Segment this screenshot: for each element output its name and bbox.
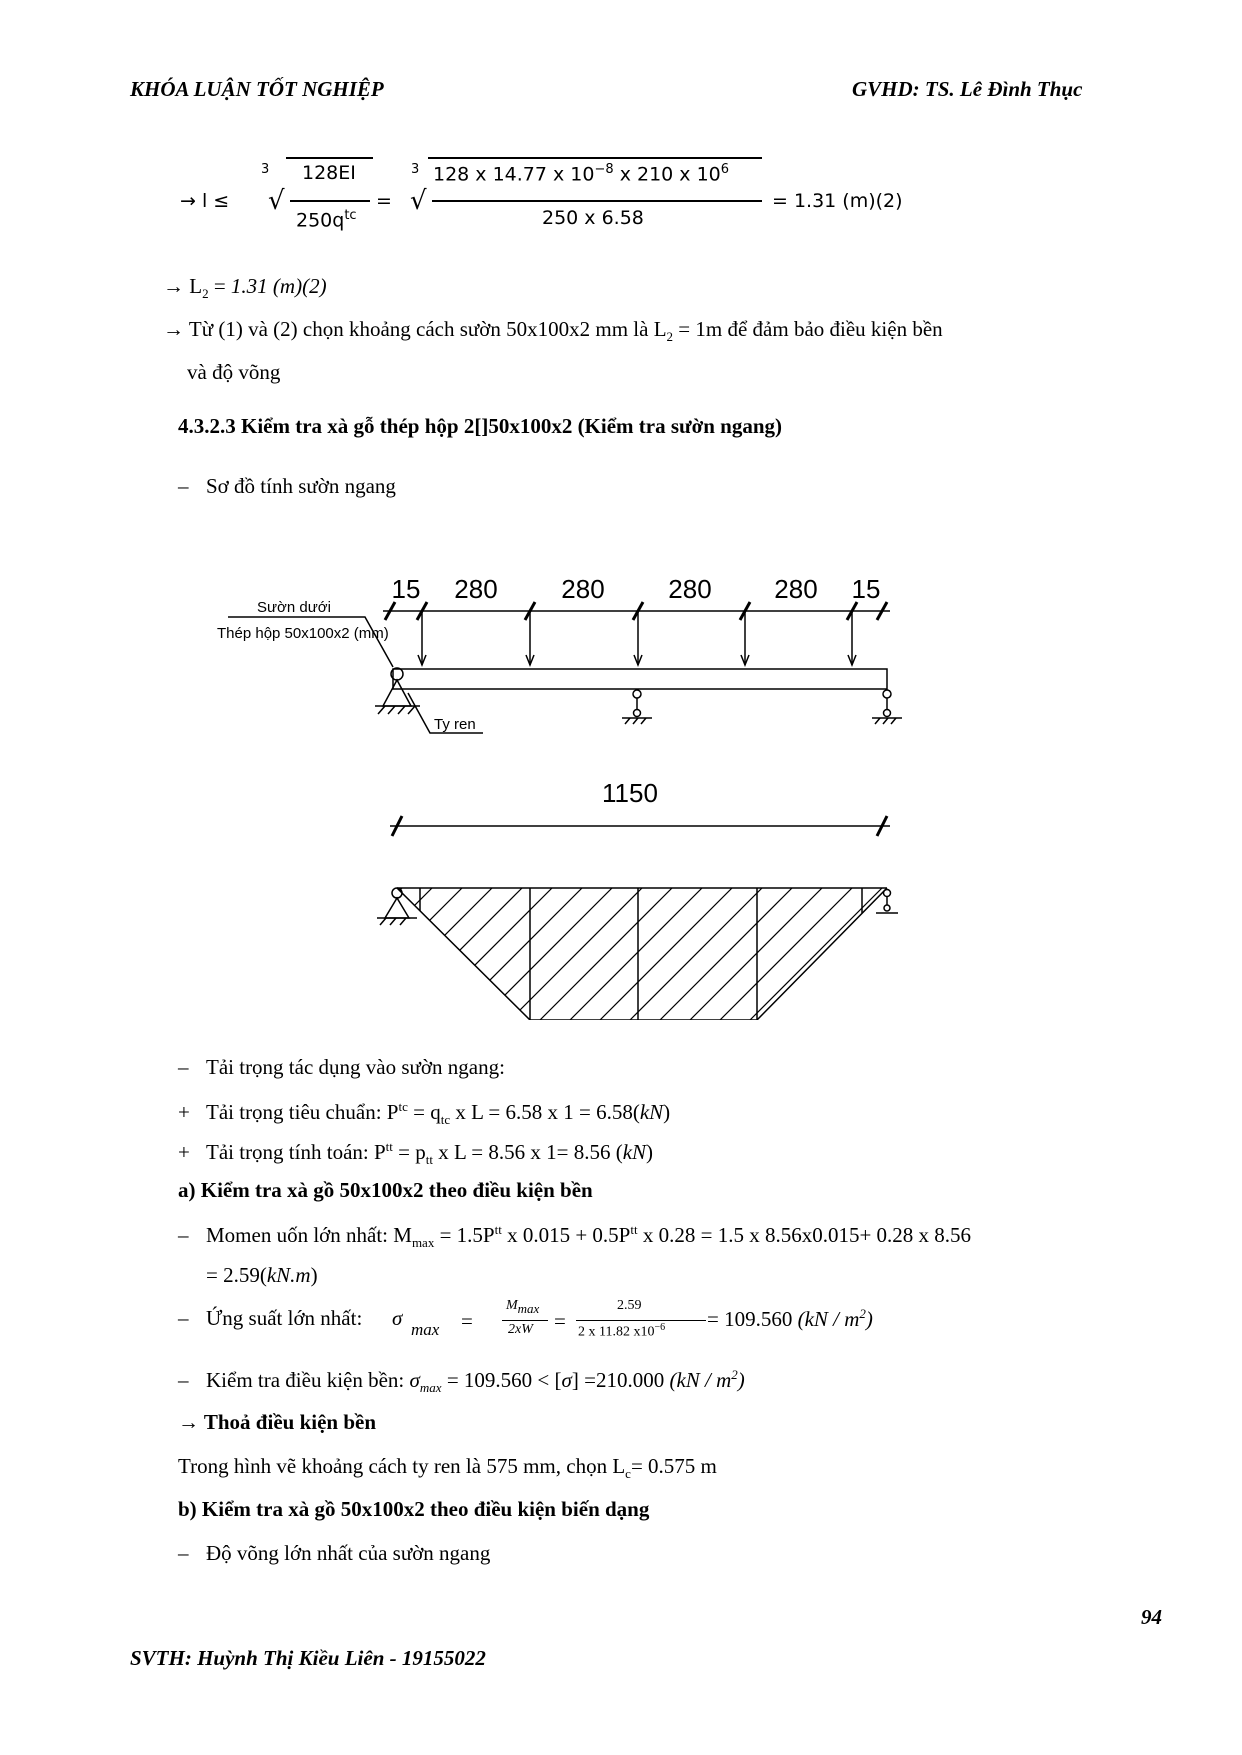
stress-frac-bar1 [502, 1320, 548, 1321]
stress-sigma: σ [392, 1306, 403, 1330]
dim-label: 280 [454, 574, 498, 604]
page-number: 94 [1141, 1605, 1162, 1629]
stress-equals2: = [554, 1309, 566, 1333]
section-b-heading: b) Kiểm tra xà gồ 50x100x2 theo điều kiện biến dạng [178, 1497, 650, 1521]
formula-den1: $250q^{tc}$ [296, 208, 357, 232]
dim-label: 280 [774, 574, 818, 604]
root-bar-1 [286, 157, 373, 159]
rib-section-label: Thép hộp 50x100x2 (mm) [217, 625, 389, 642]
stress-result: = 109.560 $(kN / m^2)$ [707, 1306, 873, 1331]
fraction-bar-1 [290, 200, 370, 202]
dim-label: 280 [561, 574, 605, 604]
stress-label: – Ứng suất lớn nhất: [178, 1306, 363, 1330]
root-sign-2: √ [410, 186, 427, 216]
section-a-heading: a) Kiểm tra xà gồ 50x100x2 theo điều kiện bền [178, 1178, 593, 1202]
tyren-line: Trong hình vẽ khoảng cách ty ren là 575 mm, chọn $L_c= 0.575$ m [178, 1454, 717, 1482]
choose-line-cont: và độ võng [187, 360, 281, 384]
formula-lhs: → l ≤ [180, 190, 230, 212]
tyren-label: Ty ren [434, 716, 476, 733]
header-right: GVHD: TS. Lê Đình Thục [852, 77, 1083, 101]
stress-den1: 2xW [508, 1322, 533, 1337]
formula-equals: = [376, 190, 392, 212]
moment-line: – Momen uốn lớn nhất: $M_{max} = 1.5P^{tt}$ x $0.015 + 0.5P^{tt}$ x 0.28 = 1.5 x 8.56x0.015+ 0.28 x 8.56 [178, 1222, 972, 1251]
stress-sigma-sub: max [411, 1320, 440, 1339]
beam [393, 669, 887, 689]
formula-den2: 250 x 6.58 [542, 207, 644, 229]
check-line: – Kiểm tra điều kiện bền: $\sigma_{max} = 109.560 < [\sigma] =210.000$ $(kN / m^2)$ [178, 1367, 745, 1396]
fraction-bar-2 [432, 200, 762, 202]
dim-label: 280 [668, 574, 712, 604]
moment-result: = 2.59(kN.m) [206, 1263, 318, 1287]
section-heading: 4.3.2.3 Kiểm tra xà gỗ thép hộp 2[]50x100x2 (Kiểm tra sườn ngang) [178, 414, 783, 438]
formula-result: = 1.31 (m)(2) [772, 190, 903, 212]
load-design: + Tải trọng tính toán: $P^{tt} = p_{tt}$ x L = 8.56 x 1= 8.56 (kN) [178, 1139, 654, 1168]
stress-equals: = [461, 1309, 473, 1333]
choose-line: → Từ (1) và (2) chọn khoảng cách sườn 50x100x2 mm là $L_2 = 1m$ để đảm bảo điều kiện bền [163, 317, 943, 345]
stress-frac-bar2 [576, 1320, 706, 1321]
header-left: KHÓA LUẬN TỐT NGHIỆP [130, 77, 384, 101]
root-index-1: 3 [261, 162, 270, 177]
deflection-line: – Độ võng lớn nhất của sườn ngang [178, 1541, 491, 1565]
footer-student: SVTH: Huỳnh Thị Kiều Liên - 19155022 [130, 1646, 486, 1670]
load-title: – Tải trọng tác dụng vào sườn ngang: [178, 1055, 505, 1079]
satisfy-line: → Thoả điều kiện bền [178, 1410, 377, 1434]
formula-num1: 128EI [302, 162, 356, 184]
dim-label: 15 [391, 574, 421, 604]
root-sign-1: √ [268, 186, 285, 216]
root-bar-2 [428, 157, 762, 159]
load-standard: + Tải trọng tiêu chuẩn: $P^{tc} = q_{tc}$ x L = 6.58 x 1 = 6.58(kN) [178, 1099, 671, 1128]
stress-num2: 2.59 [617, 1298, 642, 1313]
l2-line: → $L_2 = 1.31$ (m)(2) [163, 274, 327, 302]
rib-diagram [200, 560, 920, 1020]
stress-num1: $M_{max}$ [506, 1298, 540, 1316]
formula-num2: 128 x 14.77 x $10^{-8}$ x 210 x $10^6$ [433, 162, 730, 186]
rib-label: Sườn dưới [257, 599, 331, 616]
dim-label: 15 [851, 574, 881, 604]
bullet-diagram: – Sơ đồ tính sườn ngang [178, 474, 396, 498]
stress-den2: 2 x 11.82 $x10^{-6}$ [578, 1322, 666, 1340]
root-index-2: 3 [411, 162, 420, 177]
total-length-label: 1150 [602, 778, 658, 808]
